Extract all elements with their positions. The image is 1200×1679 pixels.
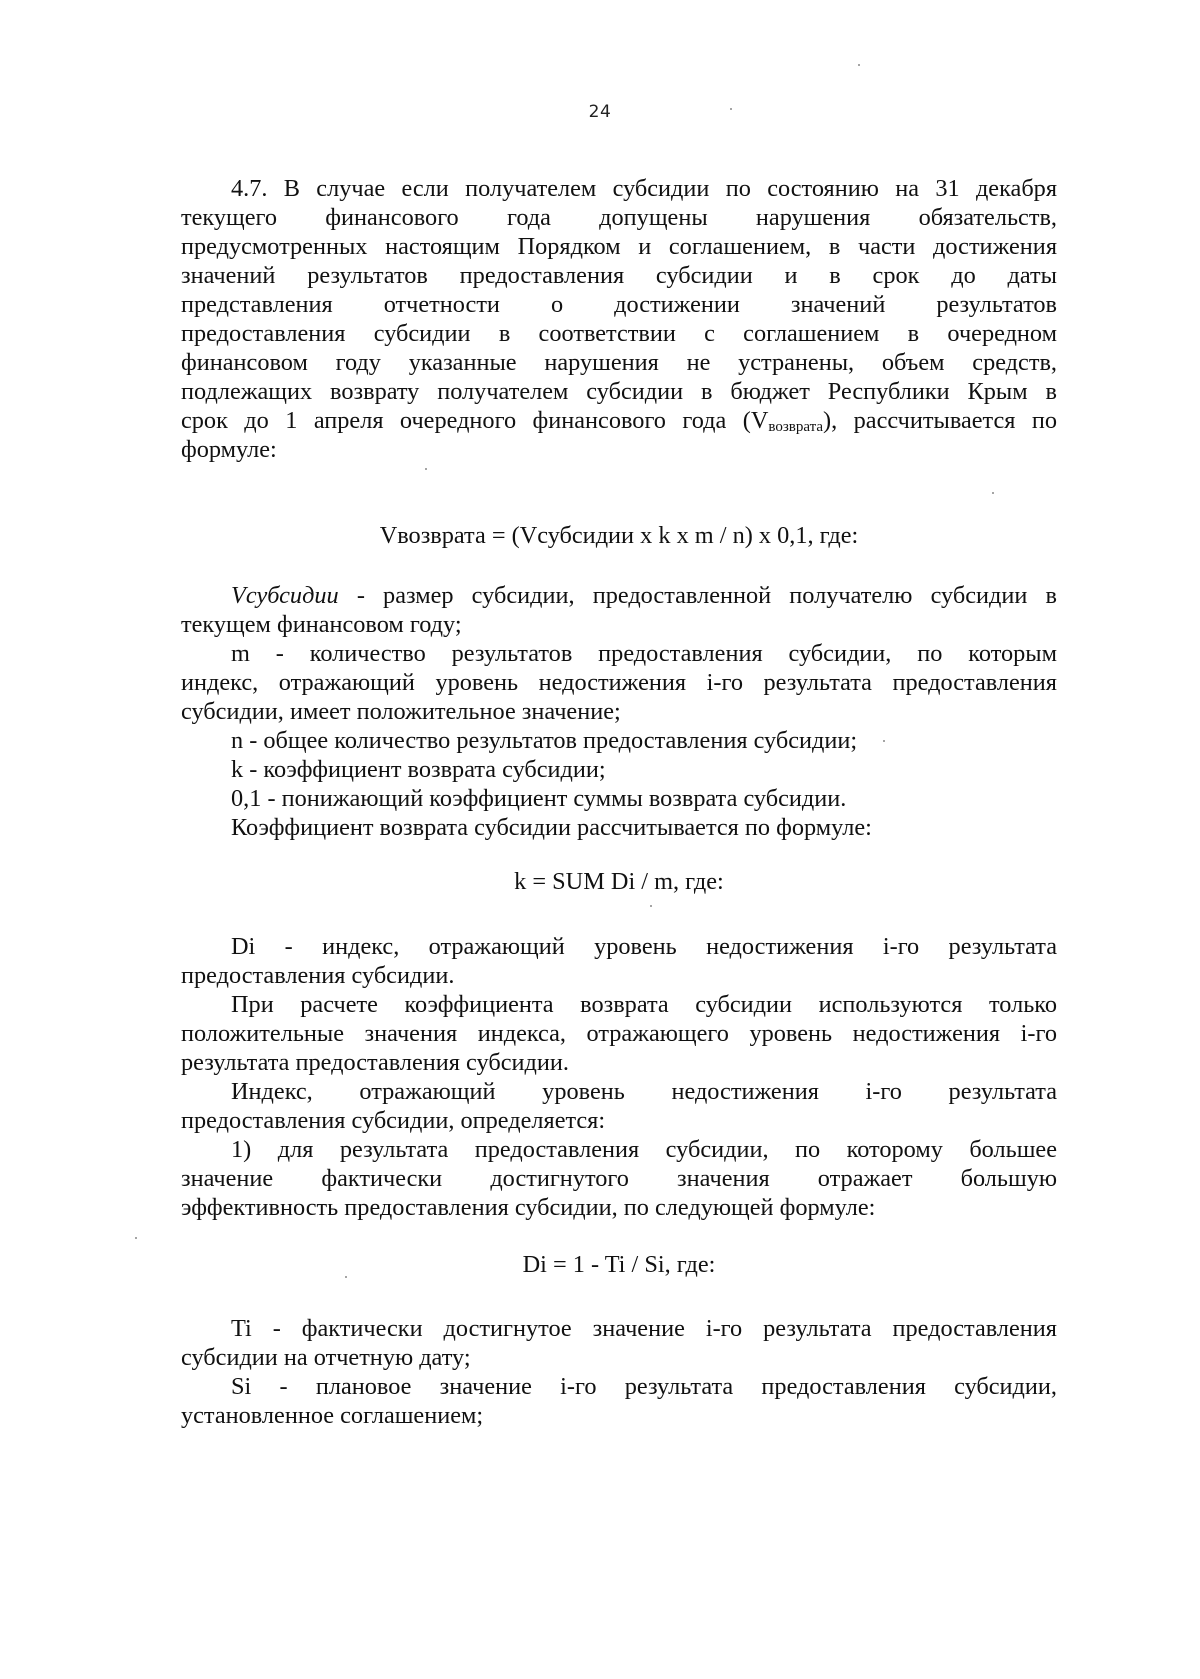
index-line-2: предоставления субсидии, определяется:: [181, 1107, 606, 1134]
calc-line-3: результата предоставления субсидии.: [181, 1049, 569, 1076]
index-line-1: Индекс, отражающий уровень недостижения i-го результата: [231, 1078, 1057, 1105]
scan-speck: [345, 1276, 347, 1278]
case1-line-1: 1) для результата предоставления субсидии, по которому большее: [231, 1136, 1057, 1163]
clause-line-5: представления отчетности о достижении значений результатов: [181, 291, 1057, 318]
si-definition-line-1: Si - плановое значение i-го результата предоставления субсидии,: [231, 1373, 1057, 1400]
di-definition-line-1: Di - индекс, отражающий уровень недостижения i-го результата: [231, 933, 1057, 960]
case1-line-2: значение фактически достигнутого значения отражает большую: [181, 1165, 1057, 1192]
clause-line-8: подлежащих возврату получателем субсидии в бюджет Республики Крым в: [181, 378, 1057, 405]
clause-line-9-after: ), рассчитывается по: [823, 407, 1057, 434]
page-number: 24: [588, 102, 612, 122]
scan-speck: [883, 740, 885, 742]
scan-speck: [858, 64, 860, 66]
scan-speck: [650, 905, 652, 907]
k-definition: k - коэффициент возврата субсидии;: [231, 756, 606, 783]
clause-line-9-before: срок до 1 апреля очередного финансового года (V: [181, 407, 769, 434]
clause-line-6: предоставления субсидии в соответствии с соглашением в очередном: [181, 320, 1057, 347]
vsub-term: Vсубсидии: [231, 582, 339, 609]
reduce-definition: 0,1 - понижающий коэффициент суммы возврата субсидии.: [231, 785, 847, 812]
formula-di: Di = 1 - Ti / Si, где:: [522, 1251, 716, 1278]
clause-line-7: финансовом году указанные нарушения не устранены, объем средств,: [181, 349, 1057, 376]
v-return-subscript: возврата: [768, 419, 824, 435]
formula-k: k = SUM Di / m, где:: [514, 868, 724, 895]
di-definition-line-2: предоставления субсидии.: [181, 962, 455, 989]
calc-line-2: положительные значения индекса, отражающего уровень недостижения i-го: [181, 1020, 1057, 1047]
scan-speck: [730, 108, 732, 110]
scan-speck: [425, 468, 427, 470]
ti-definition-line-1: Ti - фактически достигнутое значение i-го результата предоставления: [231, 1315, 1057, 1342]
m-definition-line-1: m - количество результатов предоставления субсидии, по которым: [231, 640, 1057, 667]
case1-line-3: эффективность предоставления субсидии, по следующей формуле:: [181, 1194, 876, 1221]
clause-line-10: формуле:: [181, 436, 277, 463]
formula-return: Vвозврата = (Vсубсидии x k x m / n) x 0,1, где:: [379, 522, 859, 549]
clause-line-1: 4.7. В случае если получателем субсидии по состоянию на 31 декабря: [231, 175, 1057, 202]
m-definition-line-2: индекс, отражающий уровень недостижения i-го результата предоставления: [181, 669, 1057, 696]
clause-line-4: значений результатов предоставления субсидии и в срок до даты: [181, 262, 1057, 289]
vsub-desc: - размер субсидии, предоставленной получателю субсидии в: [338, 582, 1057, 609]
clause-line-3: предусмотренных настоящим Порядком и соглашением, в части достижения: [181, 233, 1057, 260]
calc-line-1: При расчете коэффициента возврата субсидии используются только: [231, 991, 1057, 1018]
k-formula-intro: Коэффициент возврата субсидии рассчитывается по формуле:: [231, 814, 872, 841]
si-definition-line-2: установленное соглашением;: [181, 1402, 484, 1429]
scan-speck: [992, 492, 994, 494]
n-definition: n - общее количество результатов предоставления субсидии;: [231, 727, 858, 754]
vsub-definition-line-1: [231, 581, 1057, 611]
ti-definition-line-2: субсидии на отчетную дату;: [181, 1344, 471, 1371]
m-definition-line-3: субсидии, имеет положительное значение;: [181, 698, 621, 725]
clause-line-2: текущего финансового года допущены нарушения обязательств,: [181, 204, 1057, 231]
vsub-definition-line-2: текущем финансовом году;: [181, 611, 462, 638]
scan-speck: [135, 1237, 137, 1239]
